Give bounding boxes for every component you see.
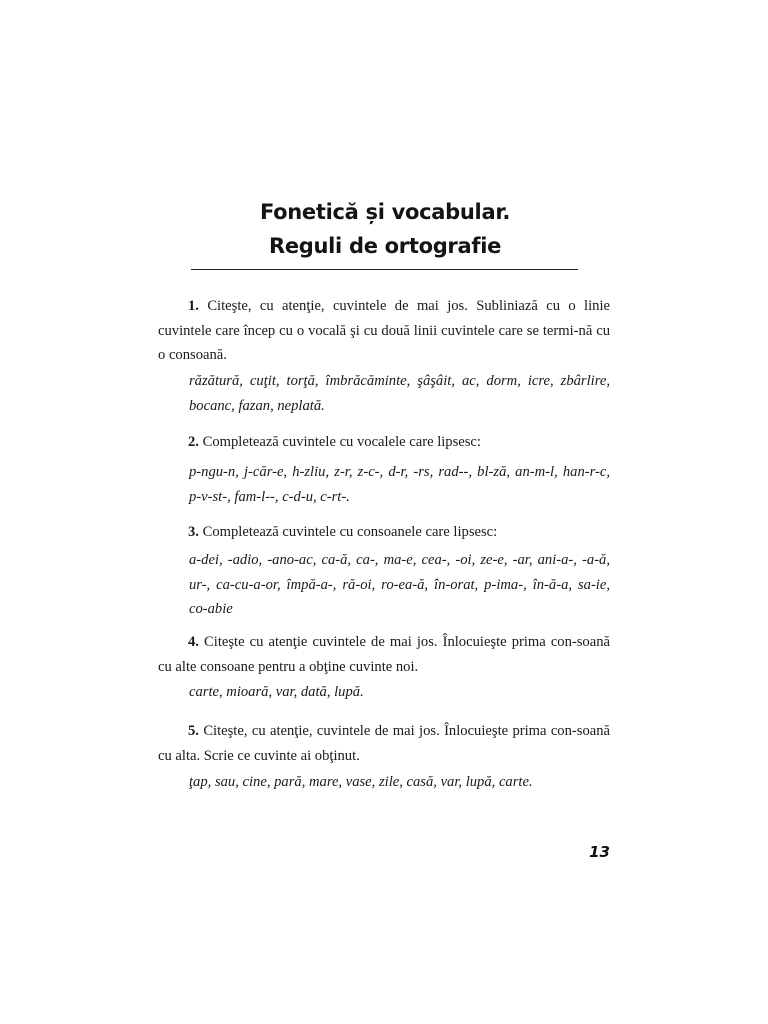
exercise-1-words: răzătură, cuţit, torţă, îmbrăcăminte, şâşâit, ac, dorm, icre, zbârlire, bocanc, fazan, neplată. [189,373,610,414]
exercise-3-text: Completează cuvintele cu consoanele care lipsesc: [202,524,498,540]
exercise-2-instruction [158,430,610,455]
exercise-1-instruction [158,294,610,368]
exercise-4-text: Citeşte cu atenţie cuvintele de mai jos. Înlocuieşte prima con-soană cu alte consoane pentru a obţine cuvinte noi. [158,634,610,675]
exercise-4-words: carte, mioară, var, dată, lupă. [189,684,364,700]
exercise-5-text: Citeşte, cu atenţie, cuvintele de mai jos. Înlocuieşte prima con-soană cu alta. Scrie ce cuvinte ai obţinut. [158,723,610,764]
exercise-3-instruction [158,520,610,545]
page-number: 13 [589,843,610,861]
exercise-3-words: a-dei, -adio, -ano-ac, ca-ă, ca-, ma-e, cea-, -oi, ze-e, -ar, ani-a-, -a-ă, ur-, ca-cu-a-or, împă-a-, ră-oi, ro-ea-ă, în-orat, p-ima-, în-ă-a, sa-ie, co-abie [189,552,610,617]
exercise-2-text: Completează cuvintele cu vocalele care lipsesc: [202,434,481,450]
exercise-5-words: ţap, sau, cine, pară, mare, vase, zile, casă, var, lupă, carte. [189,774,533,790]
exercise-2-words: p-ngu-n, j-căr-e, h-zliu, z-r, z-c-, d-r, -rs, rad--, bl-ză, an-m-l, han-r-c, p-v-st-, fam-l--, c-d-u, c-rt-. [189,464,610,505]
chapter-title-line-2: Reguli de ortografie [268,234,502,258]
exercise-5-instruction [158,719,610,768]
exercise-5-number: 5. [188,723,199,739]
exercise-1-number: 1. [188,298,199,314]
chapter-title-line-1: Fonetică și vocabular. [259,200,511,224]
title-divider [191,269,578,270]
exercise-4-instruction [158,630,610,679]
exercise-2-number: 2. [188,434,199,450]
exercise-4-number: 4. [188,634,199,650]
exercise-1-text: Citeşte, cu atenţie, cuvintele de mai jos. Subliniază cu o linie cuvintele care încep cu o vocală şi cu două linii cuvintele care se termi-nă cu o consoană. [158,298,610,363]
exercise-3-number: 3. [188,524,199,540]
